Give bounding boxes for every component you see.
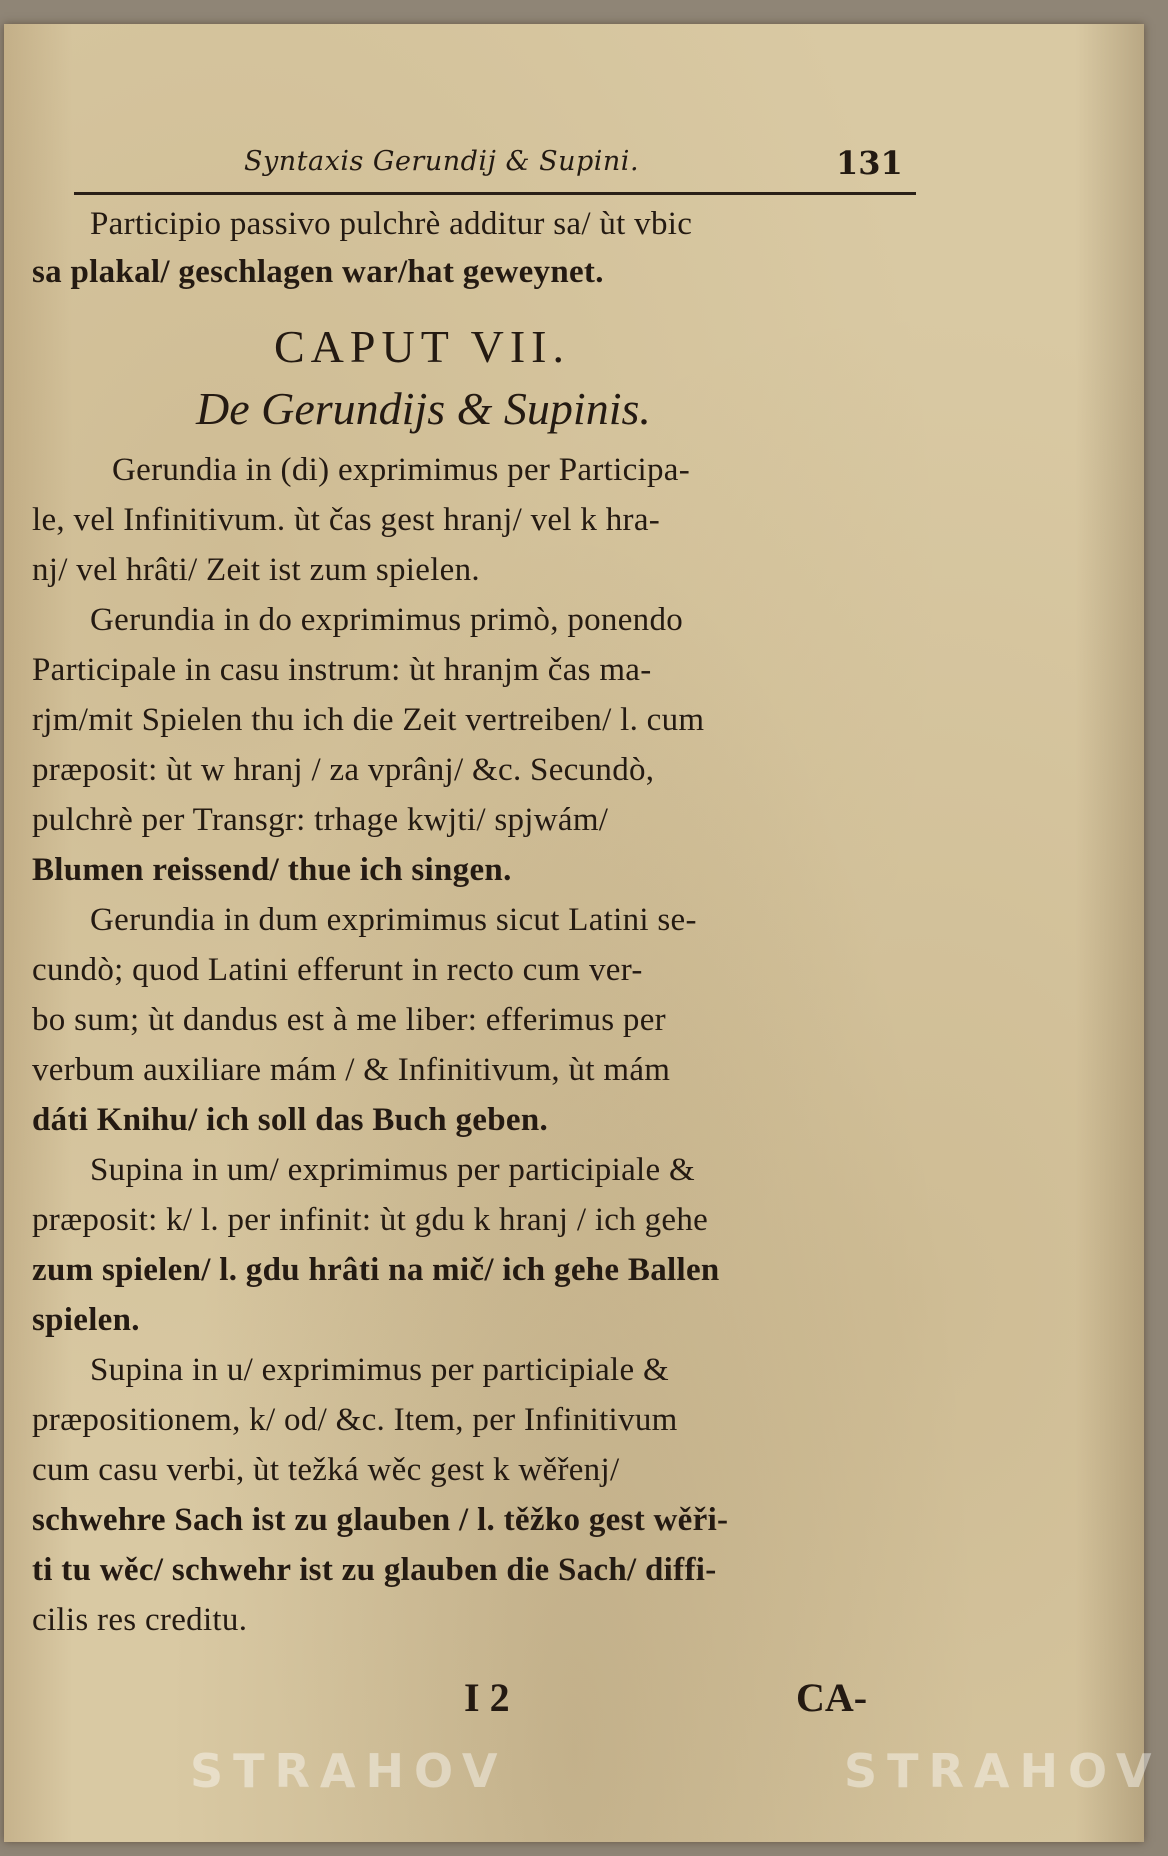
text-line: verbum auxiliare mám / & Infinitivum, ùt mám <box>32 1052 671 1088</box>
text-line: Supina in u/ exprimimus per participiale & <box>90 1352 669 1388</box>
book-page <box>4 24 1162 1842</box>
text-line: præpositionem, k/ od/ &c. Item, per Infinitivum <box>32 1402 678 1438</box>
catchword: CA- <box>796 1675 868 1720</box>
text-line: Participale in casu instrum: ùt hranjm čas ma- <box>32 652 652 688</box>
running-head: Syntaxis Gerundij & Supini. <box>244 146 640 177</box>
text-line: præposit: ùt w hranj / za vprânj/ &c. Secundò, <box>32 752 655 788</box>
text-line: spielen. <box>32 1302 140 1338</box>
text-line: pulchrè per Transgr: trhage kwjti/ spjwám/ <box>32 802 609 838</box>
header-rule <box>74 192 916 195</box>
chapter-heading: CAPUT VII. <box>274 321 570 372</box>
chapter-title: De Gerundijs & Supinis. <box>196 383 651 434</box>
text-line: le, vel Infinitivum. ùt čas gest hranj/ vel k hra- <box>32 502 661 538</box>
text-line: nj/ vel hrâti/ Zeit ist zum spielen. <box>32 552 480 588</box>
watermark-left: STRAHOV <box>190 1744 508 1798</box>
text-line: zum spielen/ l. gdu hrâti na mič/ ich gehe Ballen <box>32 1252 720 1288</box>
text-line: præposit: k/ l. per infinit: ùt gdu k hranj / ich gehe <box>32 1202 709 1238</box>
text-line: cum casu verbi, ùt težká wěc gest k wěřenj/ <box>32 1452 620 1488</box>
text-line: Supina in um/ exprimimus per participiale & <box>90 1152 695 1188</box>
signature-mark: I 2 <box>464 1675 510 1720</box>
text-line: Gerundia in (di) exprimimus per Participa- <box>112 452 691 488</box>
text-line: bo sum; ùt dandus est à me liber: efferimus per <box>32 1002 666 1038</box>
text-line: Participio passivo pulchrè additur sa/ ùt vbic <box>90 206 693 242</box>
text-line: schwehre Sach ist zu glauben / l. těžko gest wěři- <box>32 1502 729 1538</box>
text-line: cundò; quod Latini efferunt in recto cum ver- <box>32 952 643 988</box>
text-line: dáti Knihu/ ich soll das Buch geben. <box>32 1102 549 1138</box>
text-line: rjm/mit Spielen thu ich die Zeit vertreiben/ l. cum <box>32 702 705 738</box>
text-line: Gerundia in do exprimimus primò, ponendo <box>90 602 684 638</box>
text-line: ti tu wěc/ schwehr ist zu glauben die Sach/ diffi- <box>32 1552 717 1588</box>
text-line: Gerundia in dum exprimimus sicut Latini se- <box>90 902 697 938</box>
text-line: Blumen reissend/ thue ich singen. <box>32 852 512 888</box>
page-number: 131 <box>836 144 903 182</box>
text-line: sa plakal/ geschlagen war/hat geweynet. <box>32 254 604 290</box>
watermark-right: STRAHOV <box>844 1744 1162 1798</box>
text-line: cilis res creditu. <box>32 1602 248 1638</box>
